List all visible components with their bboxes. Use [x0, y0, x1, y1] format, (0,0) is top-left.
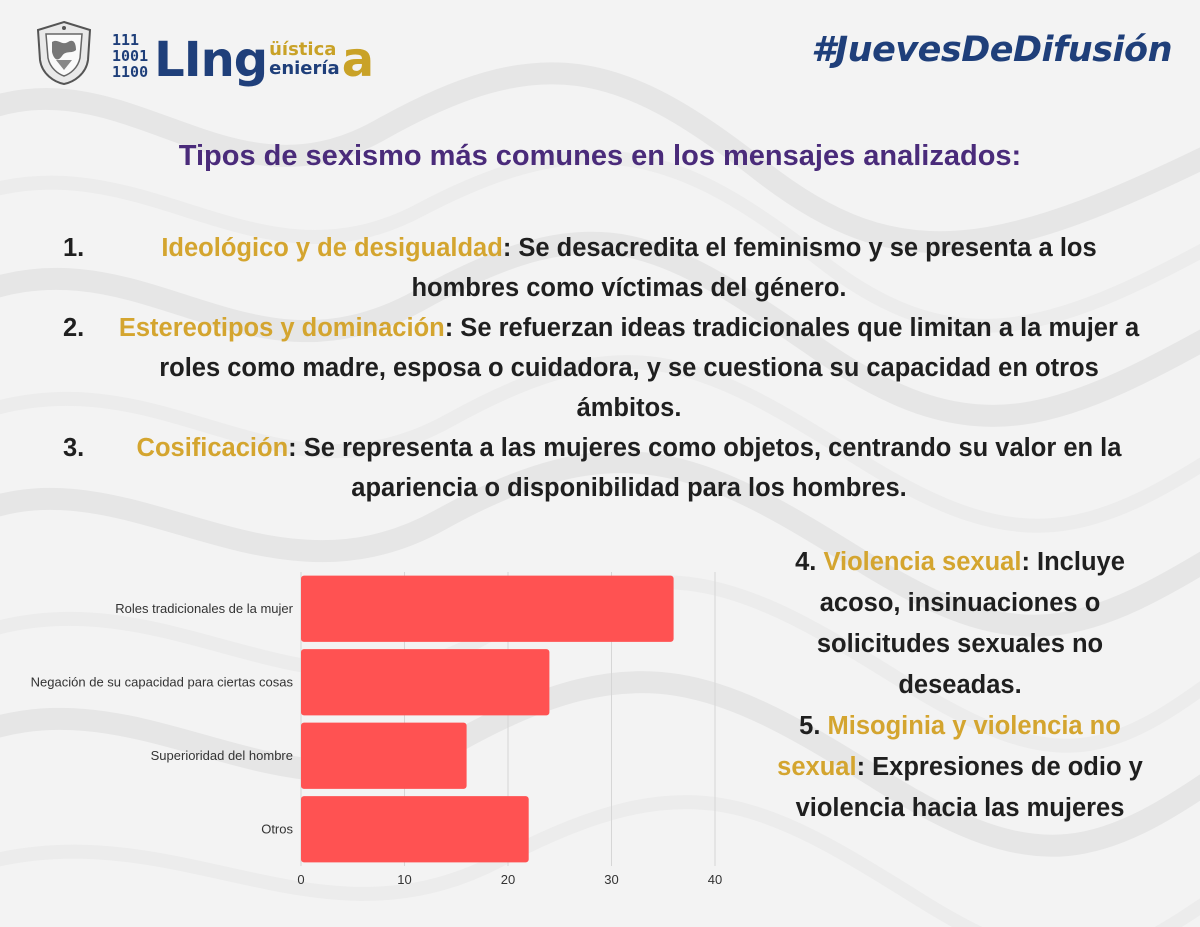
- logo-binary-digits: 111 1001 1100: [112, 31, 149, 81]
- unam-seal-logo: [34, 20, 94, 86]
- category-label: Roles tradicionales de la mujer: [115, 600, 293, 616]
- list-item-number: 5.: [799, 712, 828, 740]
- hashtag: #JuevesDeDifusión: [811, 30, 1172, 70]
- list-item-text: : Se desacredita el feminismo y se presenta a los hombres como víctimas del género.: [411, 234, 1097, 302]
- page-title: Tipos de sexismo más comunes en los mensajes analizados:: [178, 140, 1022, 172]
- x-tick-label: 30: [604, 872, 619, 887]
- logo-letter-l: L: [154, 32, 184, 88]
- bar: [301, 649, 549, 715]
- list-item-4: [760, 542, 1160, 706]
- list-item-number: 2.: [63, 314, 85, 342]
- x-tick-label: 40: [707, 872, 723, 887]
- category-label: Negación de su capacidad para ciertas cosas: [30, 674, 293, 690]
- list-item-number: 1.: [63, 234, 85, 262]
- logo-final-a: a: [341, 32, 375, 88]
- side-list: [760, 542, 1160, 829]
- list-item-term: Estereotipos y dominación: [118, 314, 445, 342]
- list-item-1: [55, 228, 1145, 308]
- list-item-5: [760, 706, 1160, 829]
- sexism-bar-chart: [0, 560, 760, 900]
- list-item-number: 4.: [795, 548, 824, 576]
- logo-ing: Ing: [183, 32, 268, 88]
- logo-enieria: eniería: [269, 58, 340, 79]
- list-item-term: Cosificación: [136, 434, 289, 462]
- bar: [301, 723, 467, 789]
- list-item-text: : Expresiones de odio y violencia hacia las mujeres: [795, 753, 1143, 822]
- x-tick-label: 20: [500, 872, 516, 887]
- list-item-3: [55, 428, 1145, 508]
- list-item-term: Misoginia y violencia no sexual: [777, 712, 1121, 781]
- list-item-term: Violencia sexual: [823, 548, 1022, 576]
- category-label: Otros: [261, 821, 293, 837]
- x-tick-label: 10: [397, 872, 412, 887]
- category-label: Superioridad del hombre: [150, 747, 293, 763]
- bar: [301, 796, 529, 862]
- logo-stack: [269, 40, 340, 78]
- list-item-text: : Incluye acoso, insinuaciones o solicitudes sexuales no deseadas.: [816, 548, 1125, 699]
- bar: [301, 576, 674, 642]
- list-item-text: : Se representa a las mujeres como objetos, centrando su valor en la apariencia o disponibilidad para los hombres.: [288, 434, 1122, 502]
- list-item-2: [55, 308, 1145, 428]
- logo-uistica: üística: [269, 39, 337, 60]
- x-tick-label: 0: [297, 872, 305, 887]
- list-item-term: Ideológico y de desigualdad: [161, 234, 503, 262]
- list-item-number: 3.: [63, 434, 85, 462]
- sexism-types-list: [55, 228, 1145, 508]
- linguistica-ingenieria-logo: [112, 18, 375, 88]
- list-item-text: : Se refuerzan ideas tradicionales que limitan a la mujer a roles como madre, esposa o cuidadora, y se cuestiona su capacidad en otros ámbitos.: [159, 314, 1140, 422]
